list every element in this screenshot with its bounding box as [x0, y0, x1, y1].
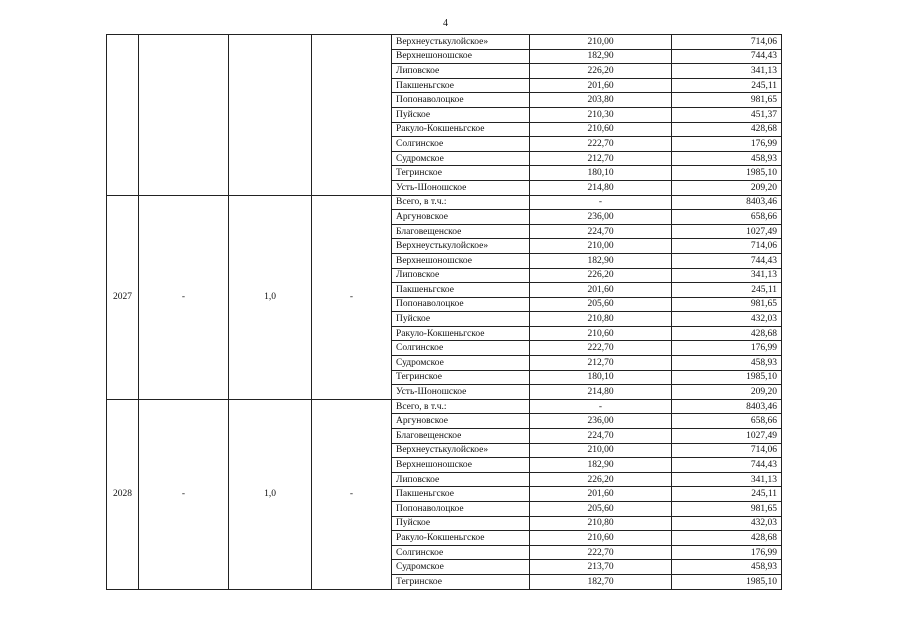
amount-cell: 981,65 — [672, 297, 782, 312]
amount-cell: 744,43 — [672, 253, 782, 268]
amount-cell: 1027,49 — [672, 429, 782, 444]
year-cell: 2027 — [107, 195, 139, 399]
settlement-name-cell: Пакшеньгское — [392, 78, 530, 93]
table-row — [107, 399, 782, 414]
amount-cell: 432,03 — [672, 516, 782, 531]
page-number: 4 — [443, 18, 448, 29]
rate-cell: 236,00 — [530, 210, 672, 225]
coefficient-cell: 1,0 — [229, 399, 312, 589]
rate-cell: 203,80 — [530, 93, 672, 108]
settlement-name-cell: Солгинское — [392, 545, 530, 560]
amount-cell: 981,65 — [672, 93, 782, 108]
amount-cell: 658,66 — [672, 210, 782, 225]
amount-cell: 428,68 — [672, 122, 782, 137]
rate-cell: 222,70 — [530, 545, 672, 560]
column-2-cell: - — [139, 399, 229, 589]
amount-cell: 245,11 — [672, 283, 782, 298]
settlement-name-cell: Ракуло-Кокшеньгское — [392, 326, 530, 341]
rate-cell: 210,30 — [530, 107, 672, 122]
amount-cell: 8403,46 — [672, 399, 782, 414]
amount-cell: 245,11 — [672, 78, 782, 93]
settlement-name-cell: Пуйское — [392, 312, 530, 327]
rate-cell: 210,60 — [530, 326, 672, 341]
amount-cell: 1985,10 — [672, 166, 782, 181]
rate-cell: 214,80 — [530, 180, 672, 195]
amount-cell: 451,37 — [672, 107, 782, 122]
amount-cell: 458,93 — [672, 151, 782, 166]
year-cell — [107, 35, 139, 196]
rate-cell: 224,70 — [530, 429, 672, 444]
rate-cell: 214,80 — [530, 385, 672, 400]
amount-cell: 1985,10 — [672, 574, 782, 589]
amount-cell: 1027,49 — [672, 224, 782, 239]
settlement-name-cell: Верхнеустькулойское» — [392, 239, 530, 254]
year-cell: 2028 — [107, 399, 139, 589]
rate-cell: 210,00 — [530, 239, 672, 254]
rate-cell: 222,70 — [530, 341, 672, 356]
settlement-name-cell: Тегринское — [392, 370, 530, 385]
rate-cell: 180,10 — [530, 166, 672, 181]
rate-cell: 226,20 — [530, 268, 672, 283]
settlement-name-cell: Благовещенское — [392, 429, 530, 444]
amount-cell: 8403,46 — [672, 195, 782, 210]
rate-cell: 210,60 — [530, 531, 672, 546]
amount-cell: 176,99 — [672, 341, 782, 356]
amount-cell: 432,03 — [672, 312, 782, 327]
rate-cell: - — [530, 195, 672, 210]
amount-cell: 245,11 — [672, 487, 782, 502]
amount-cell: 341,13 — [672, 268, 782, 283]
rate-cell: 224,70 — [530, 224, 672, 239]
table-body — [107, 35, 782, 590]
amount-cell: 981,65 — [672, 502, 782, 517]
settlement-name-cell: Попонаволоцкое — [392, 93, 530, 108]
rate-cell: 210,80 — [530, 312, 672, 327]
settlement-name-cell: Солгинское — [392, 341, 530, 356]
rate-cell: 210,80 — [530, 516, 672, 531]
rate-cell: 210,60 — [530, 122, 672, 137]
column-2-cell: - — [139, 195, 229, 399]
amount-cell: 209,20 — [672, 385, 782, 400]
settlement-name-cell: Солгинское — [392, 137, 530, 152]
column-2-cell — [139, 35, 229, 196]
rate-cell: 212,70 — [530, 151, 672, 166]
rate-cell: 201,60 — [530, 78, 672, 93]
settlement-name-cell: Липовское — [392, 64, 530, 79]
settlement-name-cell: Липовское — [392, 268, 530, 283]
rate-cell: 205,60 — [530, 502, 672, 517]
settlement-name-cell: Попонаволоцкое — [392, 502, 530, 517]
settlement-name-cell: Тегринское — [392, 574, 530, 589]
settlement-name-cell: Судромское — [392, 560, 530, 575]
amount-cell: 176,99 — [672, 137, 782, 152]
settlement-name-cell: Ракуло-Кокшеньгское — [392, 531, 530, 546]
rate-cell: 226,20 — [530, 472, 672, 487]
table-row — [107, 35, 782, 50]
amount-cell: 341,13 — [672, 472, 782, 487]
amount-cell: 1985,10 — [672, 370, 782, 385]
settlement-name-cell: Верхнешоношское — [392, 253, 530, 268]
amount-cell: 658,66 — [672, 414, 782, 429]
coefficient-cell: 1,0 — [229, 195, 312, 399]
amount-cell: 714,06 — [672, 239, 782, 254]
coefficient-cell — [229, 35, 312, 196]
amount-cell: 744,43 — [672, 49, 782, 64]
amount-cell: 714,06 — [672, 35, 782, 50]
settlement-name-cell: Верхнеустькулойское» — [392, 35, 530, 50]
amount-cell: 744,43 — [672, 458, 782, 473]
rate-cell: 182,90 — [530, 253, 672, 268]
amount-cell: 458,93 — [672, 560, 782, 575]
rate-cell: 205,60 — [530, 297, 672, 312]
settlement-name-cell: Судромское — [392, 151, 530, 166]
settlement-name-cell: Ракуло-Кокшеньгское — [392, 122, 530, 137]
amount-cell: 341,13 — [672, 64, 782, 79]
rate-cell: 236,00 — [530, 414, 672, 429]
settlement-name-cell: Пакшеньгское — [392, 487, 530, 502]
rate-cell: 222,70 — [530, 137, 672, 152]
settlement-name-cell: Усть-Шоношское — [392, 180, 530, 195]
column-4-cell: - — [312, 399, 392, 589]
rate-cell: - — [530, 399, 672, 414]
rate-cell: 182,90 — [530, 458, 672, 473]
settlement-name-cell: Благовещенское — [392, 224, 530, 239]
settlement-name-cell: Пуйское — [392, 516, 530, 531]
tariff-table — [106, 34, 782, 590]
settlement-name-cell: Попонаволоцкое — [392, 297, 530, 312]
rate-cell: 182,90 — [530, 49, 672, 64]
rate-cell: 212,70 — [530, 356, 672, 371]
amount-cell: 458,93 — [672, 356, 782, 371]
amount-cell: 714,06 — [672, 443, 782, 458]
settlement-name-cell: Тегринское — [392, 166, 530, 181]
amount-cell: 428,68 — [672, 326, 782, 341]
settlement-name-cell: Пакшеньгское — [392, 283, 530, 298]
rate-cell: 226,20 — [530, 64, 672, 79]
settlement-name-cell: Судромское — [392, 356, 530, 371]
column-4-cell — [312, 35, 392, 196]
rate-cell: 180,10 — [530, 370, 672, 385]
table-row — [107, 195, 782, 210]
settlement-name-cell: Всего, в т.ч.: — [392, 195, 530, 210]
rate-cell: 213,70 — [530, 560, 672, 575]
settlement-name-cell: Верхнешоношское — [392, 49, 530, 64]
rate-cell: 182,70 — [530, 574, 672, 589]
rate-cell: 210,00 — [530, 443, 672, 458]
settlement-name-cell: Верхнеустькулойское» — [392, 443, 530, 458]
settlement-name-cell: Верхнешоношское — [392, 458, 530, 473]
rate-cell: 201,60 — [530, 487, 672, 502]
settlement-name-cell: Пуйское — [392, 107, 530, 122]
settlement-name-cell: Всего, в т.ч.: — [392, 399, 530, 414]
settlement-name-cell: Липовское — [392, 472, 530, 487]
settlement-name-cell: Усть-Шоношское — [392, 385, 530, 400]
rate-cell: 210,00 — [530, 35, 672, 50]
settlement-name-cell: Аргуновское — [392, 210, 530, 225]
amount-cell: 428,68 — [672, 531, 782, 546]
column-4-cell: - — [312, 195, 392, 399]
amount-cell: 209,20 — [672, 180, 782, 195]
amount-cell: 176,99 — [672, 545, 782, 560]
settlement-name-cell: Аргуновское — [392, 414, 530, 429]
rate-cell: 201,60 — [530, 283, 672, 298]
